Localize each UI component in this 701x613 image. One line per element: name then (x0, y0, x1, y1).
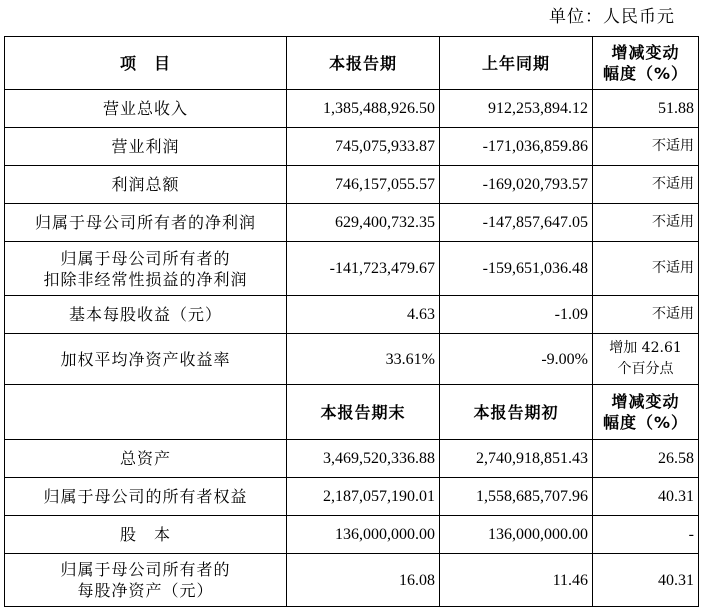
current-value: 1,385,488,926.50 (287, 90, 440, 128)
row-label: 加权平均净资产收益率 (5, 334, 287, 385)
table-row (5, 296, 699, 334)
header-period-end: 本报告期末 (287, 385, 440, 440)
prior-value: 1,558,685,707.96 (440, 478, 593, 516)
header-prior-period: 上年同期 (440, 37, 593, 90)
prior-value: -147,857,647.05 (440, 204, 593, 242)
current-value: 4.63 (287, 296, 440, 334)
change-value: 不适用 (593, 166, 699, 204)
row-label: 股 本 (5, 516, 287, 554)
table-row (5, 478, 699, 516)
current-value: -141,723,479.67 (287, 242, 440, 296)
prior-value: 912,253,894.12 (440, 90, 593, 128)
change-value (593, 334, 699, 385)
table-row (5, 128, 699, 166)
prior-value: 136,000,000.00 (440, 516, 593, 554)
row-label: 总资产 (5, 440, 287, 478)
prior-value: 2,740,918,851.43 (440, 440, 593, 478)
prior-value: -171,036,859.86 (440, 128, 593, 166)
current-value: 33.61% (287, 334, 440, 385)
prior-value: -169,020,793.57 (440, 166, 593, 204)
prior-value: -9.00% (440, 334, 593, 385)
row-label: 基本每股收益（元） (5, 296, 287, 334)
table-row (5, 440, 699, 478)
header-current-period: 本报告期 (287, 37, 440, 90)
row-label: 归属于母公司的所有者权益 (5, 478, 287, 516)
change-value: 不适用 (593, 242, 699, 296)
prior-value: -159,651,036.48 (440, 242, 593, 296)
current-value: 746,157,055.57 (287, 166, 440, 204)
header-change-line2: 幅度（%） (602, 413, 689, 432)
row-label-line1: 归属于母公司所有者的 (60, 560, 231, 579)
row-label: 利润总额 (5, 166, 287, 204)
change-value-line2: 个百分点 (617, 361, 674, 377)
row-label (5, 242, 287, 296)
change-value-line1: 增加 42.61 (609, 340, 682, 356)
table-row (5, 90, 699, 128)
table-row (5, 166, 699, 204)
change-value: 51.88 (593, 90, 699, 128)
current-value: 3,469,520,336.88 (287, 440, 440, 478)
table-header-row (5, 37, 699, 90)
row-label: 归属于母公司所有者的净利润 (5, 204, 287, 242)
change-value: 不适用 (593, 204, 699, 242)
header-change (593, 37, 699, 90)
header-item: 项 目 (5, 37, 287, 90)
header-blank (5, 385, 287, 440)
header-change (593, 385, 699, 440)
table-row (5, 334, 699, 385)
table-row (5, 242, 699, 296)
change-value: 40.31 (593, 554, 699, 607)
row-label: 营业利润 (5, 128, 287, 166)
header-change-line1: 增减变动 (611, 392, 680, 411)
change-value: 不适用 (593, 128, 699, 166)
change-value: 不适用 (593, 296, 699, 334)
change-value: 40.31 (593, 478, 699, 516)
current-value: 16.08 (287, 554, 440, 607)
table-subheader-row (5, 385, 699, 440)
header-change-line1: 增减变动 (611, 43, 680, 62)
table-row (5, 554, 699, 607)
table-row (5, 204, 699, 242)
current-value: 629,400,732.35 (287, 204, 440, 242)
header-change-line2: 幅度（%） (602, 64, 689, 83)
row-label (5, 554, 287, 607)
change-value: - (593, 516, 699, 554)
change-value: 26.58 (593, 440, 699, 478)
current-value: 2,187,057,190.01 (287, 478, 440, 516)
row-label-line2: 每股净资产（元） (77, 581, 214, 600)
row-label-line2: 扣除非经常性损益的净利润 (43, 269, 248, 289)
financial-summary-table (4, 36, 699, 607)
table-row (5, 516, 699, 554)
prior-value: -1.09 (440, 296, 593, 334)
row-label-line1: 归属于母公司所有者的 (60, 248, 231, 268)
header-period-start: 本报告期初 (440, 385, 593, 440)
current-value: 136,000,000.00 (287, 516, 440, 554)
current-value: 745,075,933.87 (287, 128, 440, 166)
prior-value: 11.46 (440, 554, 593, 607)
unit-label: 单位：人民币元 (549, 7, 675, 27)
row-label: 营业总收入 (5, 90, 287, 128)
